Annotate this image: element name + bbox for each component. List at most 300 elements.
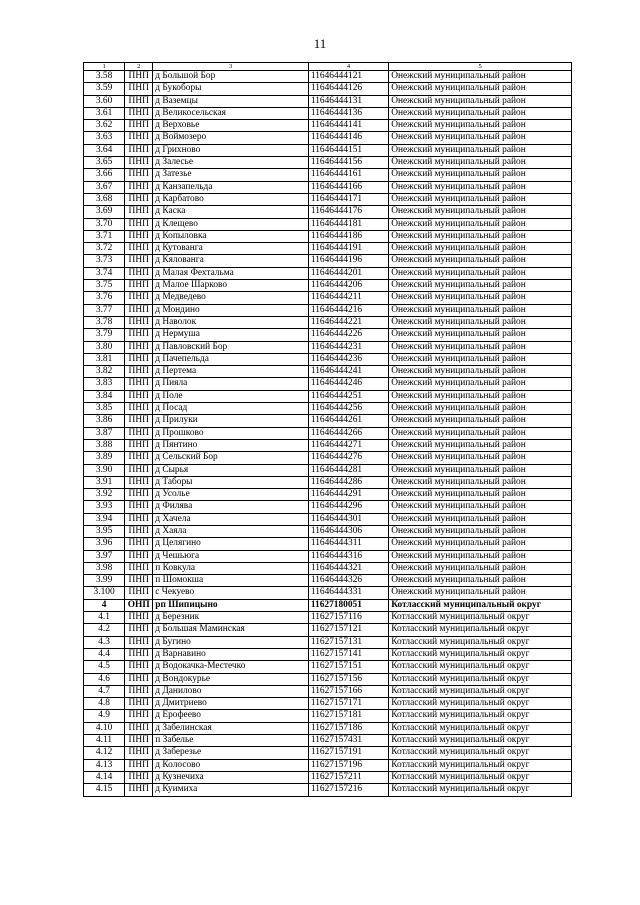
cell-district: Котласский муниципальный округ — [389, 599, 572, 611]
cell-type: ПНП — [125, 452, 153, 464]
table-row — [84, 599, 572, 611]
cell-type: ПНП — [125, 304, 153, 316]
table-row — [84, 698, 572, 710]
cell-number: 3.89 — [84, 452, 125, 464]
cell-code: 11646444306 — [308, 525, 388, 537]
cell-name: п Ковкула — [153, 562, 309, 574]
cell-number: 3.84 — [84, 390, 125, 402]
table-row — [84, 353, 572, 365]
cell-code: 11646444271 — [308, 439, 388, 451]
cell-type: ПНП — [125, 439, 153, 451]
cell-type: ПНП — [125, 206, 153, 218]
cell-name: д Карбатово — [153, 193, 309, 205]
cell-number: 3.88 — [84, 439, 125, 451]
table-row — [84, 120, 572, 132]
cell-district: Онежский муниципальный район — [389, 193, 572, 205]
cell-code: 11646444326 — [308, 575, 388, 587]
cell-name: д Целягино — [153, 538, 309, 550]
cell-district: Онежский муниципальный район — [389, 489, 572, 501]
cell-district: Онежский муниципальный район — [389, 353, 572, 365]
cell-code: 11646444136 — [308, 107, 388, 119]
cell-name: д Букоборы — [153, 83, 309, 95]
cell-name: д Таборы — [153, 476, 309, 488]
table-row — [84, 304, 572, 316]
cell-type: ПНП — [125, 759, 153, 771]
cell-code: 11646444236 — [308, 353, 388, 365]
cell-number: 3.65 — [84, 157, 125, 169]
cell-district: Котласский муниципальный округ — [389, 612, 572, 624]
cell-code: 11627157141 — [308, 648, 388, 660]
cell-type: ПНП — [125, 747, 153, 759]
cell-number: 3.82 — [84, 366, 125, 378]
cell-district: Онежский муниципальный район — [389, 550, 572, 562]
cell-district: Котласский муниципальный округ — [389, 685, 572, 697]
cell-district: Котласский муниципальный округ — [389, 747, 572, 759]
cell-name: д Грихново — [153, 144, 309, 156]
cell-code: 11646444211 — [308, 292, 388, 304]
cell-type: ПНП — [125, 255, 153, 267]
table-row — [84, 181, 572, 193]
cell-number: 3.81 — [84, 353, 125, 365]
cell-number: 3.61 — [84, 107, 125, 119]
cell-code: 11627157186 — [308, 722, 388, 734]
cell-type: ПНП — [125, 722, 153, 734]
table-row — [84, 157, 572, 169]
table-row — [84, 169, 572, 181]
cell-number: 3.86 — [84, 415, 125, 427]
table-row — [84, 685, 572, 697]
cell-name: д Малая Фехтальма — [153, 267, 309, 279]
cell-number: 3.69 — [84, 206, 125, 218]
cell-district: Котласский муниципальный округ — [389, 784, 572, 796]
cell-name: д Великосельская — [153, 107, 309, 119]
cell-name: д Кялованга — [153, 255, 309, 267]
cell-type: ПНП — [125, 685, 153, 697]
table-row — [84, 747, 572, 759]
cell-number: 4.8 — [84, 698, 125, 710]
cell-code: 11646444301 — [308, 513, 388, 525]
cell-district: Онежский муниципальный район — [389, 390, 572, 402]
cell-name: с Чекуево — [153, 587, 309, 599]
cell-type: ПНП — [125, 107, 153, 119]
cell-number: 3.62 — [84, 120, 125, 132]
cell-name: рп Шипицыно — [153, 599, 309, 611]
cell-code: 11646444281 — [308, 464, 388, 476]
cell-code: 11646444296 — [308, 501, 388, 513]
cell-district: Онежский муниципальный район — [389, 132, 572, 144]
cell-name: д Верховье — [153, 120, 309, 132]
cell-district: Онежский муниципальный район — [389, 378, 572, 390]
cell-code: 11646444246 — [308, 378, 388, 390]
table-row — [84, 230, 572, 242]
cell-number: 3.99 — [84, 575, 125, 587]
cell-name: д Воймозеро — [153, 132, 309, 144]
cell-name: д Усолье — [153, 489, 309, 501]
cell-code: 11646444176 — [308, 206, 388, 218]
cell-code: 11646444261 — [308, 415, 388, 427]
table-row — [84, 673, 572, 685]
cell-type: ПНП — [125, 267, 153, 279]
cell-type: ПНП — [125, 71, 153, 83]
table-row — [84, 439, 572, 451]
column-index-5: 5 — [389, 63, 572, 71]
cell-code: 11627157211 — [308, 771, 388, 783]
table-row — [84, 403, 572, 415]
table-row — [84, 341, 572, 353]
cell-type: ПНП — [125, 403, 153, 415]
cell-district: Онежский муниципальный район — [389, 230, 572, 242]
cell-number: 4.14 — [84, 771, 125, 783]
cell-district: Котласский муниципальный округ — [389, 648, 572, 660]
cell-type: ПНП — [125, 489, 153, 501]
cell-name: д Прилуки — [153, 415, 309, 427]
cell-type: ПНП — [125, 710, 153, 722]
cell-district: Онежский муниципальный район — [389, 83, 572, 95]
cell-code: 11646444146 — [308, 132, 388, 144]
cell-number: 3.71 — [84, 230, 125, 242]
cell-district: Котласский муниципальный округ — [389, 698, 572, 710]
cell-number: 3.66 — [84, 169, 125, 181]
cell-code: 11646444291 — [308, 489, 388, 501]
table-row — [84, 648, 572, 660]
table-row — [84, 292, 572, 304]
cell-code: 11627157196 — [308, 759, 388, 771]
cell-district: Онежский муниципальный район — [389, 562, 572, 574]
table-row — [84, 735, 572, 747]
cell-type: ПНП — [125, 538, 153, 550]
cell-code: 11627157431 — [308, 735, 388, 747]
cell-number: 3.67 — [84, 181, 125, 193]
cell-district: Онежский муниципальный район — [389, 157, 572, 169]
table-row — [84, 132, 572, 144]
cell-district: Онежский муниципальный район — [389, 169, 572, 181]
cell-district: Онежский муниципальный район — [389, 255, 572, 267]
table-row — [84, 476, 572, 488]
cell-type: ПНП — [125, 550, 153, 562]
cell-code: 11646444196 — [308, 255, 388, 267]
cell-type: ПНП — [125, 230, 153, 242]
cell-code: 11627157116 — [308, 612, 388, 624]
table-row — [84, 144, 572, 156]
cell-code: 11646444126 — [308, 83, 388, 95]
cell-number: 4.9 — [84, 710, 125, 722]
cell-number: 3.68 — [84, 193, 125, 205]
cell-number: 3.75 — [84, 280, 125, 292]
cell-name: п Шомокша — [153, 575, 309, 587]
cell-code: 11627157166 — [308, 685, 388, 697]
cell-type: ПНП — [125, 95, 153, 107]
table-row — [84, 513, 572, 525]
cell-name: д Колосово — [153, 759, 309, 771]
cell-name: д Хаяла — [153, 525, 309, 537]
cell-name: д Клещево — [153, 218, 309, 230]
cell-name: д Филява — [153, 501, 309, 513]
table-row — [84, 71, 572, 83]
cell-number: 3.100 — [84, 587, 125, 599]
cell-code: 11627157191 — [308, 747, 388, 759]
cell-number: 4.11 — [84, 735, 125, 747]
cell-type: ПНП — [125, 353, 153, 365]
cell-district: Котласский муниципальный округ — [389, 673, 572, 685]
cell-name: д Поле — [153, 390, 309, 402]
cell-type: ПНП — [125, 292, 153, 304]
table-row — [84, 562, 572, 574]
cell-district: Котласский муниципальный округ — [389, 759, 572, 771]
table-row — [84, 661, 572, 673]
cell-type: ПНП — [125, 341, 153, 353]
cell-name: д Забелинская — [153, 722, 309, 734]
cell-code: 11646444216 — [308, 304, 388, 316]
cell-type: ПНП — [125, 525, 153, 537]
cell-code: 11627157151 — [308, 661, 388, 673]
cell-district: Онежский муниципальный район — [389, 415, 572, 427]
cell-type: ПНП — [125, 562, 153, 574]
cell-code: 11646444276 — [308, 452, 388, 464]
cell-code: 11646444266 — [308, 427, 388, 439]
cell-district: Онежский муниципальный район — [389, 316, 572, 328]
cell-district: Онежский муниципальный район — [389, 575, 572, 587]
cell-type: ПНП — [125, 83, 153, 95]
cell-type: ПНП — [125, 316, 153, 328]
cell-code: 11646444256 — [308, 403, 388, 415]
cell-name: д Наволок — [153, 316, 309, 328]
table-row — [84, 575, 572, 587]
cell-type: ПНП — [125, 132, 153, 144]
table-row — [84, 218, 572, 230]
table-row — [84, 710, 572, 722]
cell-district: Онежский муниципальный район — [389, 71, 572, 83]
cell-code: 11646444321 — [308, 562, 388, 574]
cell-district: Онежский муниципальный район — [389, 439, 572, 451]
cell-number: 3.98 — [84, 562, 125, 574]
table-row — [84, 280, 572, 292]
cell-number: 3.73 — [84, 255, 125, 267]
cell-number: 3.97 — [84, 550, 125, 562]
cell-type: ПНП — [125, 575, 153, 587]
cell-number: 3.83 — [84, 378, 125, 390]
cell-number: 3.63 — [84, 132, 125, 144]
cell-type: ПНП — [125, 698, 153, 710]
table-row — [84, 612, 572, 624]
cell-district: Онежский муниципальный район — [389, 218, 572, 230]
column-index-row — [84, 63, 572, 71]
cell-name: д Медведево — [153, 292, 309, 304]
cell-name: д Большая Маминская — [153, 624, 309, 636]
cell-district: Онежский муниципальный район — [389, 501, 572, 513]
cell-code: 11627157156 — [308, 673, 388, 685]
cell-number: 4.15 — [84, 784, 125, 796]
cell-code: 11646444191 — [308, 243, 388, 255]
table-row — [84, 587, 572, 599]
cell-code: 11646444161 — [308, 169, 388, 181]
cell-district: Онежский муниципальный район — [389, 464, 572, 476]
cell-district: Котласский муниципальный округ — [389, 624, 572, 636]
cell-name: д Кутованга — [153, 243, 309, 255]
table-row — [84, 316, 572, 328]
cell-district: Онежский муниципальный район — [389, 120, 572, 132]
cell-district: Онежский муниципальный район — [389, 243, 572, 255]
cell-name: д Куимиха — [153, 784, 309, 796]
cell-district: Онежский муниципальный район — [389, 107, 572, 119]
cell-district: Котласский муниципальный округ — [389, 636, 572, 648]
cell-type: ПНП — [125, 501, 153, 513]
cell-number: 3.94 — [84, 513, 125, 525]
column-index-3: 3 — [153, 63, 309, 71]
cell-name: д Залесье — [153, 157, 309, 169]
cell-code: 11646444171 — [308, 193, 388, 205]
cell-code: 11646444311 — [308, 538, 388, 550]
cell-number: 4.6 — [84, 673, 125, 685]
cell-number: 4.3 — [84, 636, 125, 648]
cell-code: 11646444231 — [308, 341, 388, 353]
cell-number: 3.90 — [84, 464, 125, 476]
table-row — [84, 107, 572, 119]
table-row — [84, 722, 572, 734]
cell-code: 11627180051 — [308, 599, 388, 611]
cell-code: 11646444241 — [308, 366, 388, 378]
cell-district: Котласский муниципальный округ — [389, 710, 572, 722]
cell-name: д Пачепельда — [153, 353, 309, 365]
table-row — [84, 771, 572, 783]
cell-number: 3.92 — [84, 489, 125, 501]
table-row — [84, 624, 572, 636]
cell-type: ПНП — [125, 280, 153, 292]
cell-district: Онежский муниципальный район — [389, 513, 572, 525]
column-index-2: 2 — [125, 63, 153, 71]
cell-district: Онежский муниципальный район — [389, 144, 572, 156]
table-row — [84, 636, 572, 648]
table-row — [84, 501, 572, 513]
cell-name: д Заберезье — [153, 747, 309, 759]
cell-code: 11646444286 — [308, 476, 388, 488]
cell-name: д Хачела — [153, 513, 309, 525]
cell-district: Онежский муниципальный район — [389, 292, 572, 304]
cell-code: 11646444226 — [308, 329, 388, 341]
cell-number: 3.76 — [84, 292, 125, 304]
cell-number: 4.2 — [84, 624, 125, 636]
cell-code: 11627157131 — [308, 636, 388, 648]
cell-district: Онежский муниципальный район — [389, 538, 572, 550]
cell-district: Онежский муниципальный район — [389, 206, 572, 218]
cell-district: Онежский муниципальный район — [389, 403, 572, 415]
cell-number: 3.96 — [84, 538, 125, 550]
cell-district: Онежский муниципальный район — [389, 366, 572, 378]
cell-code: 11627157121 — [308, 624, 388, 636]
cell-code: 11646444151 — [308, 144, 388, 156]
cell-number: 4.4 — [84, 648, 125, 660]
cell-type: ПНП — [125, 243, 153, 255]
cell-number: 3.59 — [84, 83, 125, 95]
cell-type: ПНП — [125, 735, 153, 747]
cell-name: д Сырья — [153, 464, 309, 476]
cell-number: 3.80 — [84, 341, 125, 353]
cell-name: д Затезье — [153, 169, 309, 181]
cell-district: Онежский муниципальный район — [389, 427, 572, 439]
cell-type: ПНП — [125, 648, 153, 660]
cell-name: д Каска — [153, 206, 309, 218]
cell-district: Котласский муниципальный округ — [389, 722, 572, 734]
cell-district: Онежский муниципальный район — [389, 181, 572, 193]
table-row — [84, 759, 572, 771]
cell-name: д Чешьюга — [153, 550, 309, 562]
cell-name: д Прошково — [153, 427, 309, 439]
cell-name: д Водокачка-Местечко — [153, 661, 309, 673]
cell-name: д Вондокурье — [153, 673, 309, 685]
table-row — [84, 243, 572, 255]
cell-type: ПНП — [125, 218, 153, 230]
cell-name: д Кузнечиха — [153, 771, 309, 783]
column-index-1: 1 — [84, 63, 125, 71]
table-row — [84, 378, 572, 390]
cell-code: 11627157216 — [308, 784, 388, 796]
cell-name: д Нермуша — [153, 329, 309, 341]
cell-number: 4.12 — [84, 747, 125, 759]
cell-name: д Варнавино — [153, 648, 309, 660]
table-row — [84, 366, 572, 378]
cell-type: ПНП — [125, 378, 153, 390]
cell-number: 3.70 — [84, 218, 125, 230]
cell-type: ПНП — [125, 771, 153, 783]
cell-district: Онежский муниципальный район — [389, 95, 572, 107]
cell-type: ПНП — [125, 661, 153, 673]
cell-type: ПНП — [125, 366, 153, 378]
cell-type: ПНП — [125, 784, 153, 796]
cell-type: ПНП — [125, 476, 153, 488]
cell-district: Котласский муниципальный округ — [389, 661, 572, 673]
cell-type: ПНП — [125, 390, 153, 402]
cell-number: 4.5 — [84, 661, 125, 673]
table-row — [84, 95, 572, 107]
cell-number: 4.1 — [84, 612, 125, 624]
table-row — [84, 525, 572, 537]
cell-name: д Большой Бор — [153, 71, 309, 83]
cell-number: 4.10 — [84, 722, 125, 734]
column-index-4: 4 — [308, 63, 388, 71]
page-number: 11 — [313, 36, 327, 51]
cell-number: 3.85 — [84, 403, 125, 415]
cell-name: д Сельский Бор — [153, 452, 309, 464]
cell-name: д Березник — [153, 612, 309, 624]
table-row — [84, 255, 572, 267]
cell-district: Онежский муниципальный район — [389, 476, 572, 488]
cell-type: ПНП — [125, 329, 153, 341]
cell-district: Онежский муниципальный район — [389, 341, 572, 353]
cell-name: д Павловский Бор — [153, 341, 309, 353]
cell-type: ПНП — [125, 144, 153, 156]
table-row — [84, 206, 572, 218]
cell-number: 3.77 — [84, 304, 125, 316]
table-row — [84, 784, 572, 796]
cell-district: Онежский муниципальный район — [389, 329, 572, 341]
table-row — [84, 83, 572, 95]
cell-type: ПНП — [125, 624, 153, 636]
cell-name: д Посад — [153, 403, 309, 415]
cell-code: 11646444316 — [308, 550, 388, 562]
cell-code: 11646444121 — [308, 71, 388, 83]
cell-name: п Забелье — [153, 735, 309, 747]
cell-type: ПНП — [125, 612, 153, 624]
cell-type: ОНП — [125, 599, 153, 611]
cell-number: 3.87 — [84, 427, 125, 439]
cell-name: д Канзапельда — [153, 181, 309, 193]
cell-code: 11646444331 — [308, 587, 388, 599]
cell-number: 3.72 — [84, 243, 125, 255]
cell-number: 4 — [84, 599, 125, 611]
cell-number: 3.78 — [84, 316, 125, 328]
cell-type: ПНП — [125, 193, 153, 205]
table-row — [84, 193, 572, 205]
cell-type: ПНП — [125, 157, 153, 169]
